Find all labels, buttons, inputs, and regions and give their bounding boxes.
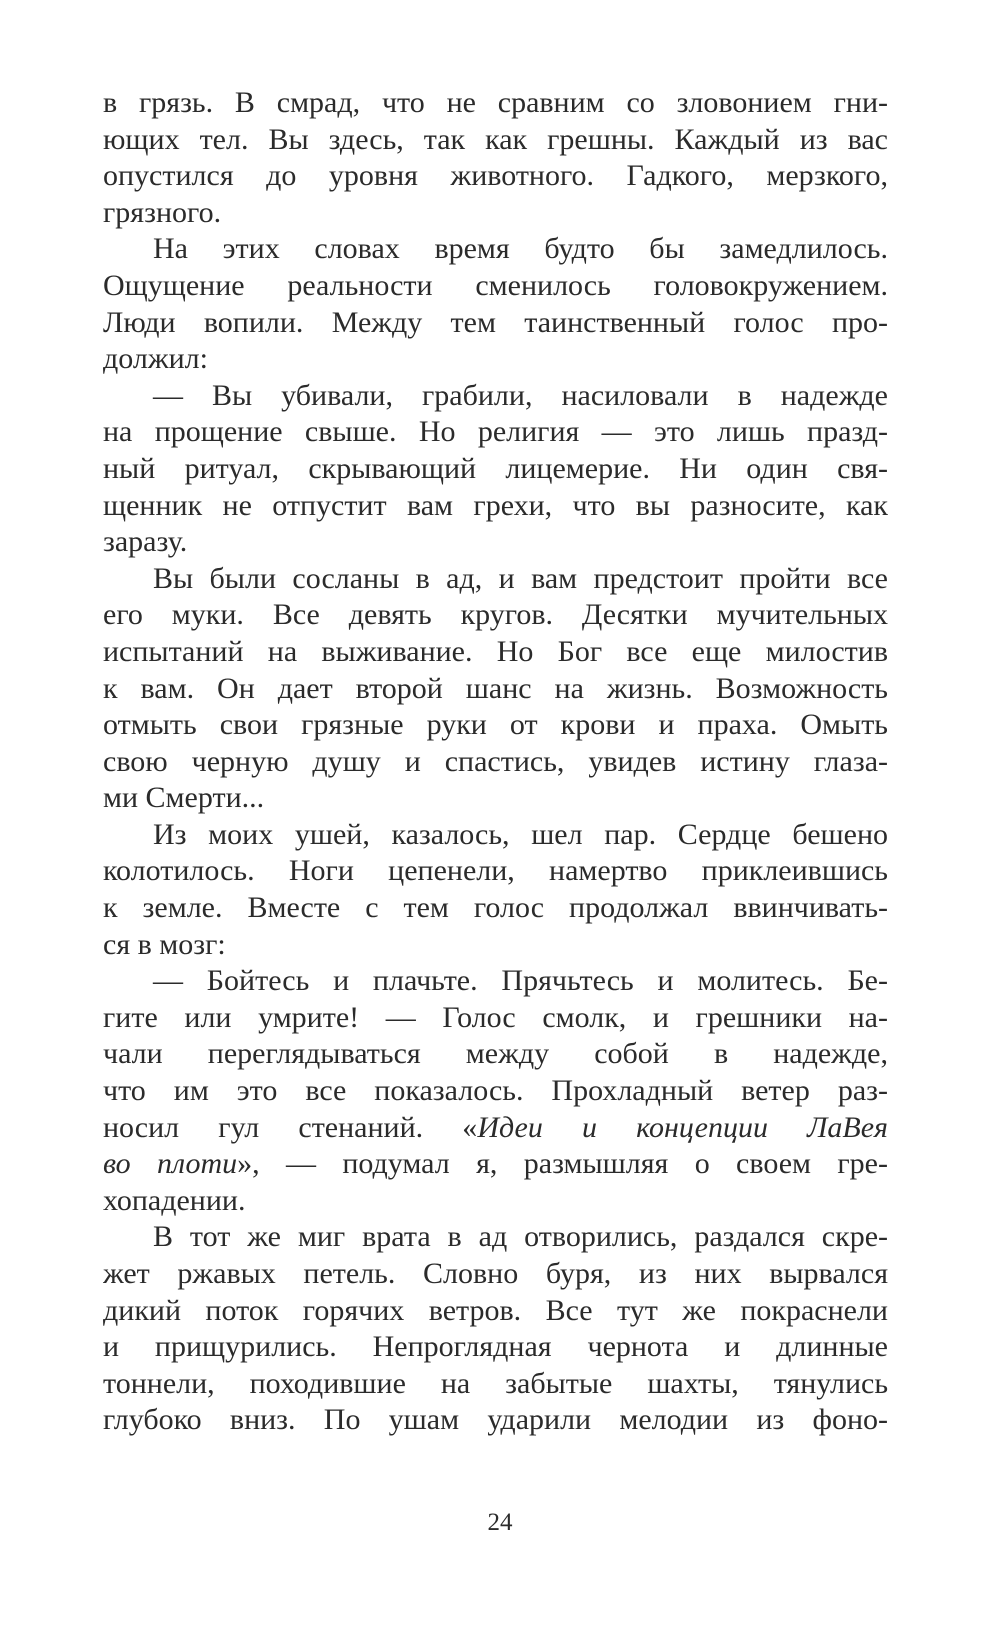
text-line: Вы были сосланы в ад, и вам предстоит пройти все [153, 561, 888, 595]
text-line: тоннели, походившие на забытые шахты, тянулись [103, 1366, 888, 1400]
text-line: жет ржавых петель. Словно буря, из них вырвался [103, 1257, 888, 1290]
text-line: На этих словах время будто бы замедлилось. [153, 232, 888, 266]
paragraph [103, 378, 888, 561]
text-line: Из моих ушей, казалось, шел пар. Сердце бешено [153, 817, 888, 851]
text-line: испытаний на выживание. Но Бог все еще милостив [103, 634, 888, 668]
text-line: в грязь. В смрад, что не сравним со зловонием гни- [103, 86, 888, 119]
paragraph [103, 561, 888, 817]
text-line: носил гул стенаний. «Идеи и концепции ЛаВея [103, 1110, 888, 1144]
text-line: опустился до уровня животного. Гадкого, мерзкого, [103, 159, 888, 193]
text-line: щенник не отпустит вам грехи, что вы разносите, как [103, 488, 888, 522]
paragraph [103, 817, 888, 963]
text-line: к земле. Вместе с тем голос продолжал ввинчивать- [103, 891, 888, 925]
text-line: глубоко вниз. По ушам ударили мелодии из фоно- [103, 1403, 888, 1437]
text-line: В тот же миг врата в ад отворились, раздался скре- [153, 1220, 888, 1254]
text-line: заразу. [103, 525, 188, 559]
page-number: 24 [487, 1509, 513, 1536]
text-line: ся в мозг: [103, 927, 226, 961]
text-line: во плоти», — подумал я, размышляя о своем гре- [103, 1147, 888, 1181]
text-line: — Бойтесь и плачьте. Прячьтесь и молитесь. Бе- [153, 964, 888, 998]
text-line: и прищурились. Непроглядная чернота и длинные [103, 1330, 888, 1364]
text-line: на прощение свыше. Но религия — это лишь празд- [103, 415, 888, 449]
paragraph [103, 231, 888, 377]
text-line: грязного. [103, 195, 222, 229]
paragraph [103, 1219, 888, 1439]
text-line: что им это все показалось. Прохладный ветер раз- [103, 1074, 888, 1108]
text-line: ющих тел. Вы здесь, так как грешны. Каждый из вас [103, 122, 888, 156]
page-body [103, 85, 888, 1439]
text-line: Люди вопили. Между тем таинственный голос про- [103, 305, 888, 339]
paragraph [103, 963, 888, 1219]
text-line: к вам. Он дает второй шанс на жизнь. Возможность [103, 671, 888, 705]
text-line: должил: [103, 342, 208, 376]
text-line: хопадении. [103, 1183, 246, 1217]
italic-title: во плоти [103, 1147, 238, 1181]
text-line: ми Смерти... [103, 781, 265, 815]
text-line: колотилось. Ноги цепенели, намертво приклеившись [103, 854, 888, 888]
text-line: — Вы убивали, грабили, насиловали в надежде [153, 378, 888, 412]
text-line: Ощущение реальности сменилось головокружением. [103, 268, 888, 302]
text-line: дикий поток горячих ветров. Все тут же покраснели [103, 1293, 888, 1327]
text-line: свою черную душу и спастись, увидев истину глаза- [103, 744, 888, 778]
text-line: ный ритуал, скрывающий лицемерие. Ни один свя- [103, 451, 888, 485]
text-line: отмыть свои грязные руки от крови и праха. Омыть [103, 708, 888, 742]
text-line: чали переглядываться между собой в надежде, [103, 1037, 888, 1071]
paragraph [103, 85, 888, 231]
italic-title: Идеи и концепции ЛаВея [477, 1110, 888, 1144]
text-line: гите или умрите! — Голос смолк, и грешники на- [103, 1000, 888, 1034]
text-line: его муки. Все девять кругов. Десятки мучительных [103, 598, 888, 632]
